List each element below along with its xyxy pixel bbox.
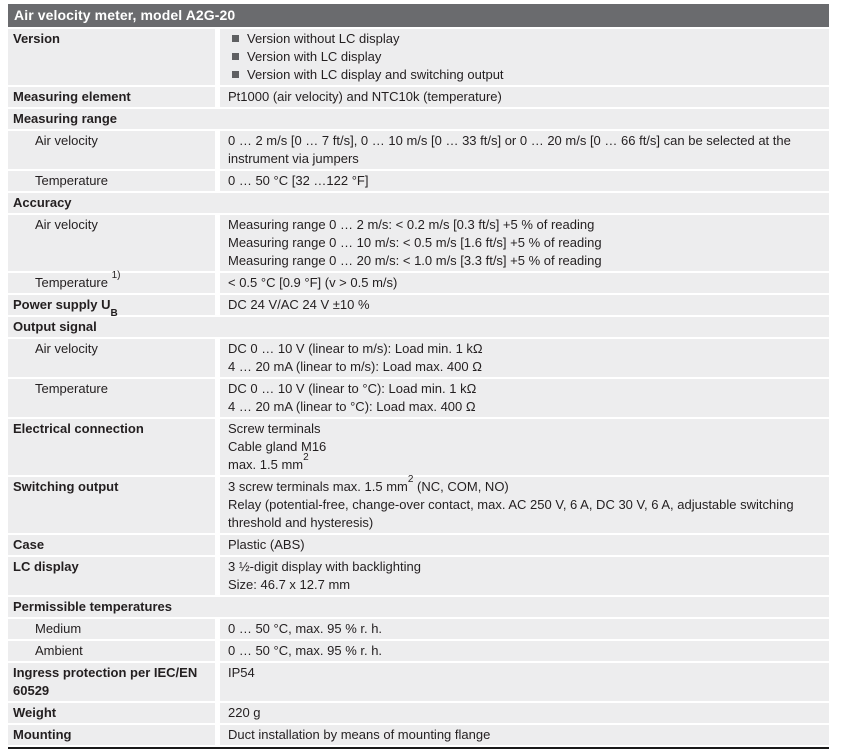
value-line: Pt1000 (air velocity) and NTC10k (temperature) [228,89,502,104]
spec-value-temperature [220,379,829,417]
spec-value-air-velocity [220,215,829,271]
value-line: IP54 [228,665,255,680]
value-line: 3 screw terminals max. 1.5 $mm^2$ (NC, COM, NO) [228,473,509,494]
spec-value-case [220,535,829,555]
value-line: DC 0 … 10 V (linear to °C): Load min. 1 kΩ [228,381,477,396]
spec-label-mounting: Mounting [8,725,215,745]
spec-row-version [8,29,829,85]
spec-value-temperature-1 [220,273,829,293]
value-line: 4 … 20 mA (linear to °C): Load max. 400 Ω [228,399,476,414]
bullet-item [228,30,821,48]
spec-value-ingress-protection-per-iec-en-60529 [220,663,829,701]
value-line: Measuring range 0 … 2 m/s: < 0.2 m/s [0.3 ft/s] +5 % of reading [228,217,595,232]
value-line: DC 0 … 10 V (linear to m/s): Load min. 1 kΩ [228,341,483,356]
spec-label-temperature-1: Temperature $^{1)}$ [8,273,215,293]
spec-value-air-velocity [220,339,829,377]
spec-label-version: Version [8,29,215,85]
spec-label-lc-display: LC display [8,557,215,595]
spec-value-measuring-element [220,87,829,107]
bullet-item [228,66,821,84]
spec-row-temperature-1 [8,269,829,293]
value-line: Measuring range 0 … 20 m/s: < 1.0 m/s [3.3 ft/s] +5 % of reading [228,253,602,268]
spec-row-air-velocity [8,339,829,377]
spec-row-ambient [8,641,829,661]
spec-label-measuring-element: Measuring element [8,87,215,107]
spec-row-temperature [8,171,829,191]
value-line: 0 … 50 °C, max. 95 % r. h. [228,643,383,658]
spec-label-air-velocity: Air velocity [8,215,215,271]
bullet-item [228,48,821,66]
value-line: 0 … 2 m/s [0 … 7 ft/s], 0 … 10 m/s [0 … 33 ft/s] or 0 … 20 m/s [0 … 66 ft/s] can be selected at the instrument via jumpers [228,133,791,166]
section-header-accuracy: Accuracy [8,193,829,213]
value-line: Plastic (ABS) [228,537,305,552]
value-line: 220 g [228,705,261,720]
value-line: 4 … 20 mA (linear to m/s): Load max. 400 Ω [228,359,482,374]
value-line: Duct installation by means of mounting flange [228,727,491,742]
spec-table [8,29,829,745]
spec-label-ingress-protection-per-iec-en-60529: Ingress protection per IEC/EN 60529 [8,663,215,701]
spec-value-version [220,29,829,85]
spec-value-mounting [220,725,829,745]
section-header-permissible-temperatures: Permissible temperatures [8,597,829,617]
spec-row-case [8,535,829,555]
spec-row-medium [8,619,829,639]
value-line: < 0.5 °C [0.9 °F] (v > 0.5 m/s) [228,275,398,290]
bullet-text: Version with LC display [247,49,382,64]
spec-row-lc-display [8,557,829,595]
spec-row-switching-output [8,473,829,533]
square-bullet-icon [232,53,239,60]
spec-value-lc-display [220,557,829,595]
value-line: Size: 46.7 x 12.7 mm [228,577,351,592]
spec-row-mounting [8,725,829,745]
spec-row-ingress-protection-per-iec-en-60529 [8,663,829,701]
spec-value-medium [220,619,829,639]
value-line: Measuring range 0 … 10 m/s: < 0.5 m/s [1.6 ft/s] +5 % of reading [228,235,602,250]
spec-value-air-velocity [220,131,829,169]
value-line: Relay (potential-free, change-over contact, max. AC 250 V, 6 A, DC 30 V, 6 A, adjustable switching threshold and hysteresis) [228,497,794,530]
value-line: Screw terminals [228,421,321,436]
table-title: Air velocity meter, model A2G-20 [14,7,236,23]
spec-row-air-velocity [8,215,829,271]
spec-value-power-supply-ub [220,295,829,315]
spec-label-ambient: Ambient [8,641,215,661]
spec-value-temperature [220,171,829,191]
spec-row-electrical-connection [8,419,829,475]
table-title-bar [8,4,829,27]
spec-row-temperature [8,379,829,417]
bottom-rule [8,747,829,749]
bullet-text: Version with LC display and switching output [247,67,504,82]
spec-row-power-supply-ub [8,295,829,319]
spec-label-temperature: Temperature [8,379,215,417]
spec-row-weight [8,703,829,723]
spec-value-switching-output [220,473,829,533]
value-line: DC 24 V/AC 24 V ±10 % [228,297,370,312]
square-bullet-icon [232,71,239,78]
spec-row-measuring-element [8,87,829,107]
value-line: 0 … 50 °C [32 …122 °F] [228,173,369,188]
spec-value-electrical-connection [220,419,829,475]
spec-label-temperature: Temperature [8,171,215,191]
datasheet-page [8,4,829,749]
value-line: 0 … 50 °C, max. 95 % r. h. [228,621,383,636]
spec-label-weight: Weight [8,703,215,723]
spec-label-electrical-connection: Electrical connection [8,419,215,475]
value-line: max. 1.5 $mm^2$ [228,451,309,472]
value-line: 3 ½-digit display with backlighting [228,559,421,574]
spec-label-switching-output: Switching output [8,477,215,533]
section-header-measuring-range: Measuring range [8,109,829,129]
bullet-text: Version without LC display [247,31,400,46]
spec-label-power-supply-ub: Power supply $U_B$ [8,295,215,315]
square-bullet-icon [232,35,239,42]
value-line: Cable gland M16 [228,439,327,454]
section-header-output-signal: Output signal [8,317,829,337]
spec-value-weight [220,703,829,723]
spec-label-case: Case [8,535,215,555]
spec-row-air-velocity [8,131,829,169]
spec-label-air-velocity: Air velocity [8,131,215,169]
spec-label-medium: Medium [8,619,215,639]
spec-label-air-velocity: Air velocity [8,339,215,377]
spec-value-ambient [220,641,829,661]
